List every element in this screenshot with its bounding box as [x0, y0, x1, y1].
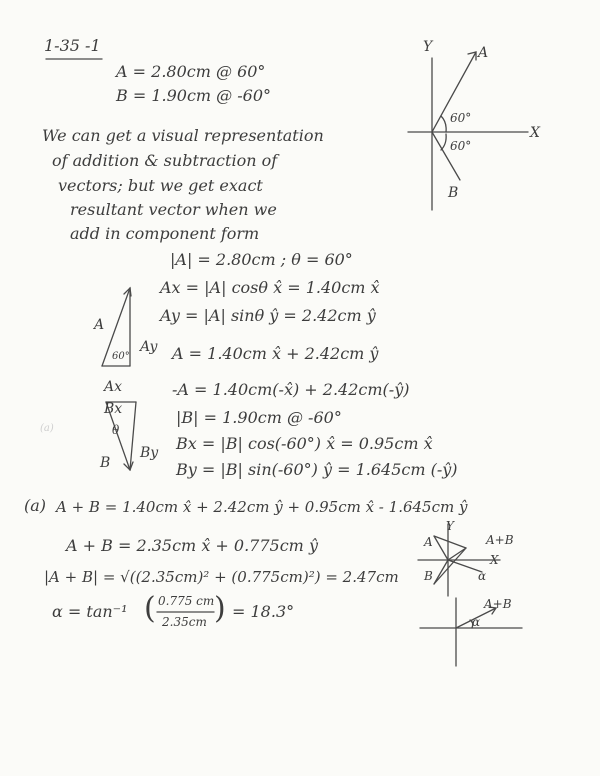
intro-line-2: of addition & subtraction of [52, 151, 278, 170]
ax-line: Ax = |A| cosθ x̂ = 1.40cm x̂ [160, 278, 380, 297]
fig3-alpha: α [478, 569, 487, 583]
fig2-b-label: B [100, 455, 111, 471]
intro-line-1: We can get a visual representation [42, 126, 324, 145]
fig1-angle-bottom: 60° [450, 139, 472, 153]
given-a: A = 2.80cm @ 60° [116, 62, 266, 81]
part-a-alpha-numerator: 0.775 cm [158, 594, 215, 608]
ay-line: Ay = |A| sinθ ŷ = 2.42cm ŷ [160, 306, 376, 325]
fig3-sum-label: A+B [486, 533, 514, 547]
fig2-bx-label: Bx [104, 401, 123, 417]
by-line: By = |B| sin(-60°) ŷ = 1.645cm (-ŷ) [176, 460, 458, 479]
fig2-angle: 60° [112, 351, 130, 362]
fig4-alpha: α [472, 615, 481, 629]
part-a-alpha-prefix: α = tan⁻¹ [52, 602, 128, 621]
mag-a-line: |A| = 2.80cm ; θ = 60° [170, 250, 353, 269]
mag-b-line: |B| = 1.90cm @ -60° [176, 408, 342, 427]
fig3-b-label: B [424, 569, 433, 583]
fig2-faint-label: (a) [40, 423, 54, 434]
fig2-a-label: A [94, 317, 105, 333]
fig3-y-label: Y [446, 519, 454, 533]
fig1-a-label: A [478, 45, 489, 61]
fig2-theta: θ [112, 423, 120, 437]
fig3-x-label: X [490, 553, 499, 567]
intro-line-3: vectors; but we get exact [58, 176, 263, 195]
fraction-bar [156, 610, 216, 614]
intro-line-4: resultant vector when we [70, 200, 277, 219]
component-triangles [80, 282, 180, 482]
part-a-magnitude: |A + B| = √((2.35cm)² + (0.775cm)²) = 2.47cm [44, 568, 399, 586]
part-a-sum-line: A + B = 1.40cm x̂ + 2.42cm ŷ + 0.95cm x̂ - 1.645cm ŷ [56, 498, 468, 516]
problem-number: 1-35 -1 [44, 36, 101, 55]
fig1-angle-top: 60° [450, 111, 472, 125]
part-a-label: (a) [24, 496, 47, 515]
part-a-alpha-denominator: 2.35cm [162, 615, 207, 629]
fig1-b-label: B [448, 185, 459, 201]
fig1-x-label: X [530, 125, 540, 141]
given-b: B = 1.90cm @ -60° [116, 86, 272, 105]
part-a-sum: A + B = 2.35cm x̂ + 0.775cm ŷ [66, 536, 318, 555]
part-a-alpha-result: = 18.3° [232, 602, 295, 621]
fig2-by-label: By [140, 445, 159, 461]
neg-a-line: -A = 1.40cm(-x̂) + 2.42cm(-ŷ) [172, 380, 410, 399]
problem-underline [44, 56, 104, 62]
part-a-close-paren: ) [214, 591, 226, 626]
fig1-y-label: Y [423, 39, 433, 55]
part-a-open-paren: ( [144, 591, 156, 626]
fig2-ax-label: Ax [104, 379, 123, 395]
fig2-ay-label: Ay [140, 339, 158, 355]
fig4-sum-label: A+B [484, 597, 512, 611]
a-vector-line: A = 1.40cm x̂ + 2.42cm ŷ [172, 344, 379, 363]
intro-line-5: add in component form [70, 224, 260, 243]
bx-line: Bx = |B| cos(-60°) x̂ = 0.95cm x̂ [176, 434, 433, 453]
fig3-a-label: A [424, 535, 433, 549]
